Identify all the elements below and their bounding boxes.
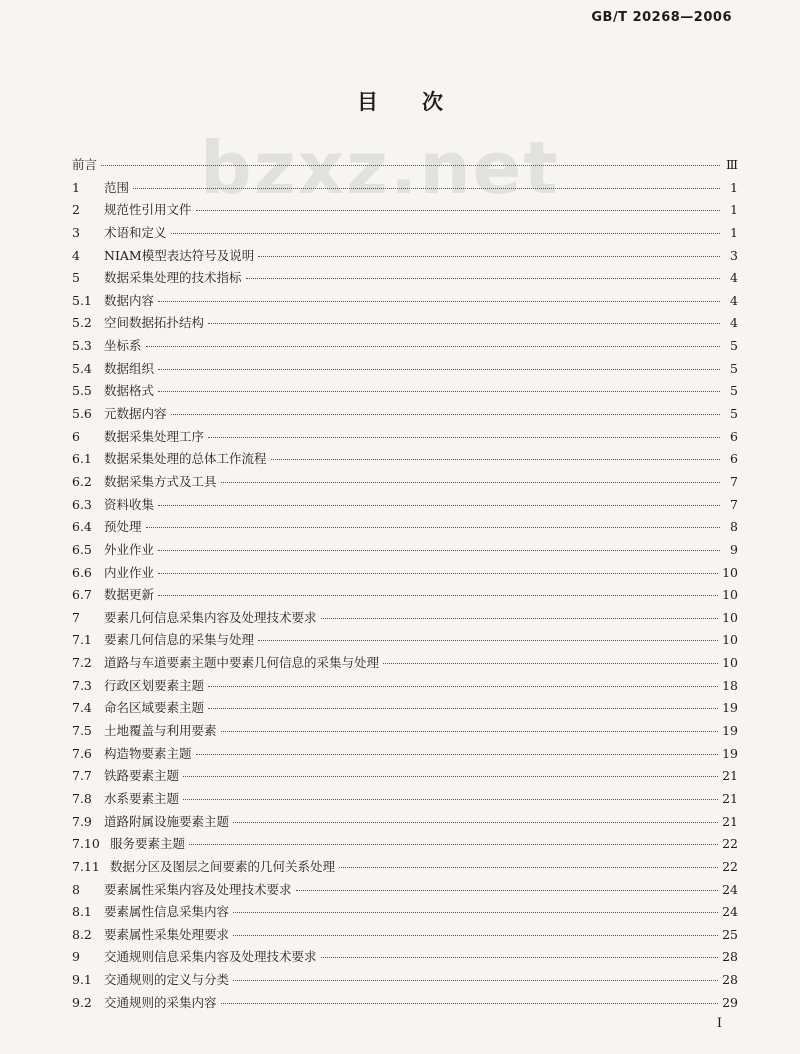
- toc-entry[interactable]: [72, 268, 738, 291]
- toc-entry-title: 要素属性采集处理要求: [104, 926, 230, 942]
- toc-leader-dots: [189, 844, 718, 845]
- toc-leader-dots: [146, 527, 720, 528]
- toc-entry-number: 7.7: [72, 768, 92, 784]
- toc-entry-page: 7: [730, 496, 738, 512]
- toc-entry[interactable]: [72, 925, 738, 948]
- toc-entry-title: 前言: [72, 157, 98, 172]
- toc-leader-dots: [233, 912, 718, 913]
- toc-entry-number: 6.4: [72, 519, 92, 535]
- toc-leader-dots: [258, 640, 718, 641]
- toc-entry[interactable]: [72, 834, 738, 857]
- toc-entry[interactable]: [72, 178, 738, 201]
- toc-entry-title: 规范性引用文件: [104, 202, 192, 218]
- toc-entry-number: 8.2: [72, 926, 92, 942]
- toc-entry-title: 铁路要素主题: [104, 768, 180, 784]
- toc-entry-page: 25: [722, 926, 738, 942]
- toc-leader-dots: [208, 686, 718, 687]
- toc-entry[interactable]: [72, 947, 738, 970]
- toc-entry[interactable]: [72, 427, 738, 450]
- toc-entry-number: 6.1: [72, 451, 92, 467]
- toc-leader-dots: [221, 1003, 719, 1004]
- toc-leader-dots: [321, 957, 719, 958]
- toc-leader-dots: [183, 776, 718, 777]
- toc-entry-title: 数据格式: [104, 383, 155, 399]
- toc-entry-title: 交通规则的采集内容: [104, 994, 217, 1010]
- toc-entry[interactable]: [72, 721, 738, 744]
- toc-leader-dots: [221, 482, 720, 483]
- toc-entry-title: 数据采集处理的总体工作流程: [104, 451, 267, 467]
- toc-entry-title: NIAM模型表达符号及说明: [104, 247, 255, 263]
- toc-leader-dots: [233, 822, 718, 823]
- toc-entry[interactable]: [72, 381, 738, 404]
- toc-leader-dots: [271, 459, 720, 460]
- toc-entry[interactable]: [72, 608, 738, 631]
- toc-entry-number: 7.2: [72, 655, 92, 671]
- toc-entry-number: 5.2: [72, 315, 92, 331]
- toc-entry-number: 5: [72, 270, 80, 286]
- toc-entry[interactable]: [72, 246, 738, 269]
- toc-entry-page: 10: [722, 564, 738, 580]
- toc-entry-page: 4: [730, 315, 738, 331]
- toc-entry-page: 6: [730, 451, 738, 467]
- toc-entry-number: 6.3: [72, 496, 92, 512]
- toc-leader-dots: [233, 935, 718, 936]
- toc-entry[interactable]: [72, 155, 738, 178]
- toc-entry-page: 1: [730, 179, 738, 195]
- toc-entry-page: 21: [722, 790, 738, 806]
- toc-leader-dots: [296, 890, 719, 891]
- toc-leader-dots: [171, 414, 720, 415]
- toc-entry[interactable]: [72, 857, 738, 880]
- toc-entry-number: 7.11: [72, 858, 100, 874]
- toc-entry[interactable]: [72, 812, 738, 835]
- toc-entry-title: 数据采集处理的技术指标: [104, 270, 242, 286]
- toc-entry-title: 要素几何信息的采集与处理: [104, 632, 255, 648]
- toc-entry[interactable]: [72, 766, 738, 789]
- toc-entry-number: 2: [72, 202, 80, 218]
- toc-leader-dots: [183, 799, 718, 800]
- toc-entry-page: 18: [722, 677, 738, 693]
- toc-entry-title: 空间数据拓扑结构: [104, 315, 205, 331]
- toc-leader-dots: [158, 550, 720, 551]
- toc-leader-dots: [246, 278, 720, 279]
- toc-entry-title: 数据内容: [104, 292, 155, 308]
- toc-entry-page: 1: [730, 202, 738, 218]
- toc-entry-page: 5: [730, 383, 738, 399]
- toc-entry-number: 5.6: [72, 406, 92, 422]
- toc-entry-title: 元数据内容: [104, 406, 167, 422]
- toc-entry-title: 要素属性采集内容及处理技术要求: [104, 881, 292, 897]
- toc-entry-number: 6.6: [72, 564, 92, 580]
- toc-entry[interactable]: [72, 517, 738, 540]
- toc-entry-title: 要素几何信息采集内容及处理技术要求: [104, 609, 317, 625]
- toc-entry-title: 内业作业: [104, 564, 155, 580]
- page-number: I: [716, 1016, 722, 1031]
- toc-leader-dots: [233, 980, 718, 981]
- toc-leader-dots: [208, 323, 720, 324]
- toc-entry-title: 范围: [104, 179, 130, 195]
- toc-entry[interactable]: [72, 404, 738, 427]
- toc-entry-title: 交通规则的定义与分类: [104, 972, 230, 988]
- toc-entry-title: 术语和定义: [104, 224, 167, 240]
- toc-entry[interactable]: [72, 993, 738, 1016]
- toc-entry[interactable]: [72, 313, 738, 336]
- toc-entry-title: 行政区划要素主题: [104, 677, 205, 693]
- toc-entry-number: 5.1: [72, 292, 92, 308]
- toc-leader-dots: [196, 210, 720, 211]
- toc-entry-title: 数据分区及图层之间要素的几何关系处理: [110, 858, 336, 874]
- toc-leader-dots: [158, 595, 718, 596]
- toc-entry-number: 4: [72, 247, 80, 263]
- standard-number: GB/T 20268—2006: [591, 10, 732, 25]
- toc-entry-page: 22: [722, 858, 738, 874]
- toc-entry-number: 5.4: [72, 360, 92, 376]
- toc-entry-page: 19: [722, 745, 738, 761]
- toc-entry-number: 7.3: [72, 677, 92, 693]
- watermark: bzxz.net: [200, 126, 560, 210]
- toc-entry[interactable]: [72, 653, 738, 676]
- toc-entry-number: 7.1: [72, 632, 92, 648]
- toc-entry-page: 4: [730, 270, 738, 286]
- toc-entry-page: 3: [730, 247, 738, 263]
- toc-entry-page: 28: [722, 972, 738, 988]
- toc-entry-number: 6.5: [72, 541, 92, 557]
- toc-entry-title: 土地覆盖与利用要素: [104, 723, 217, 739]
- toc-leader-dots: [208, 708, 718, 709]
- toc-entry[interactable]: [72, 200, 738, 223]
- toc-entry-title: 服务要素主题: [110, 836, 186, 852]
- toc-entry-number: 1: [72, 179, 80, 195]
- toc-entry[interactable]: [72, 880, 738, 903]
- toc-entry[interactable]: [72, 359, 738, 382]
- toc-entry-page: 9: [730, 541, 738, 557]
- toc-entry-page: 29: [722, 994, 738, 1010]
- toc-entry-number: 5.3: [72, 338, 92, 354]
- toc-entry-page: 22: [722, 836, 738, 852]
- toc-entry-title: 资料收集: [104, 496, 155, 512]
- toc-entry-page: Ⅲ: [725, 157, 738, 172]
- toc-entry-title: 构造物要素主题: [104, 745, 192, 761]
- toc-entry[interactable]: [72, 449, 738, 472]
- toc-leader-dots: [133, 188, 720, 189]
- toc-entry[interactable]: [72, 336, 738, 359]
- page-title: 目次: [357, 89, 487, 114]
- toc-entry-page: 6: [730, 428, 738, 444]
- toc-entry-page: 5: [730, 360, 738, 376]
- toc-entry-number: 7: [72, 609, 80, 625]
- toc-entry-page: 4: [730, 292, 738, 308]
- toc-entry-number: 6.7: [72, 587, 92, 603]
- toc-entry-page: 7: [730, 473, 738, 489]
- toc-entry-page: 10: [722, 655, 738, 671]
- toc-leader-dots: [158, 573, 718, 574]
- toc-leader-dots: [221, 731, 719, 732]
- toc-entry-number: 5.5: [72, 383, 92, 399]
- toc-leader-dots: [158, 391, 720, 392]
- toc-entry-page: 10: [722, 632, 738, 648]
- toc-entry-title: 道路与车道要素主题中要素几何信息的采集与处理: [104, 655, 380, 671]
- toc-entry-title: 要素属性信息采集内容: [104, 904, 230, 920]
- toc-entry-title: 命名区域要素主题: [104, 700, 205, 716]
- toc-entry-number: 7.5: [72, 723, 92, 739]
- toc-entry-title: 坐标系: [104, 338, 142, 354]
- toc-entry-page: 5: [730, 406, 738, 422]
- toc-entry-page: 10: [722, 587, 738, 603]
- toc-entry-page: 24: [722, 881, 738, 897]
- toc-entry-number: 7.9: [72, 813, 92, 829]
- toc-entry-page: 28: [722, 949, 738, 965]
- toc-entry[interactable]: [72, 902, 738, 925]
- toc-entry-number: 3: [72, 224, 80, 240]
- toc-entry[interactable]: [72, 291, 738, 314]
- toc-entry-number: 8: [72, 881, 80, 897]
- toc-leader-dots: [339, 867, 718, 868]
- toc-entry-page: 8: [730, 519, 738, 535]
- toc-leader-dots: [158, 505, 720, 506]
- toc-entry-number: 6.2: [72, 473, 92, 489]
- toc-entry[interactable]: [72, 789, 738, 812]
- toc-entry-title: 外业作业: [104, 541, 155, 557]
- toc-entry-title: 交通规则信息采集内容及处理技术要求: [104, 949, 317, 965]
- toc-entry[interactable]: [72, 630, 738, 653]
- toc-entry[interactable]: [72, 744, 738, 767]
- toc-entry[interactable]: [72, 676, 738, 699]
- toc-entry-title: 道路附属设施要素主题: [104, 813, 230, 829]
- toc-leader-dots: [146, 346, 720, 347]
- toc-entry-title: 数据采集处理工序: [104, 428, 205, 444]
- toc-entry-title: 预处理: [104, 519, 142, 535]
- toc-entry[interactable]: [72, 472, 738, 495]
- toc-entry-title: 数据更新: [104, 587, 155, 603]
- toc-entry-page: 5: [730, 338, 738, 354]
- toc-entry[interactable]: [72, 698, 738, 721]
- toc-leader-dots: [101, 165, 720, 166]
- toc-leader-dots: [383, 663, 718, 664]
- toc-entry[interactable]: [72, 970, 738, 993]
- toc-entry[interactable]: [72, 540, 738, 563]
- toc-entry-page: 21: [722, 813, 738, 829]
- toc-leader-dots: [158, 369, 720, 370]
- table-of-contents: [72, 155, 738, 1015]
- toc-leader-dots: [321, 618, 719, 619]
- toc-entry-page: 19: [722, 700, 738, 716]
- toc-entry-page: 1: [730, 224, 738, 240]
- toc-entry[interactable]: [72, 223, 738, 246]
- toc-leader-dots: [196, 754, 719, 755]
- toc-entry-number: 7.10: [72, 836, 100, 852]
- toc-entry-page: 10: [722, 609, 738, 625]
- toc-entry-number: 7.4: [72, 700, 92, 716]
- toc-leader-dots: [171, 233, 720, 234]
- toc-entry-number: 8.1: [72, 904, 92, 920]
- toc-entry[interactable]: [72, 585, 738, 608]
- toc-entry-page: 24: [722, 904, 738, 920]
- toc-entry-number: 7.8: [72, 790, 92, 806]
- toc-entry-number: 9: [72, 949, 80, 965]
- toc-entry-number: 7.6: [72, 745, 92, 761]
- toc-leader-dots: [258, 256, 720, 257]
- toc-leader-dots: [158, 301, 720, 302]
- toc-entry-number: 9.1: [72, 972, 92, 988]
- toc-entry-number: 6: [72, 428, 80, 444]
- toc-entry[interactable]: [72, 495, 738, 518]
- toc-entry-title: 数据采集方式及工具: [104, 473, 217, 489]
- toc-leader-dots: [208, 437, 720, 438]
- toc-entry-number: 9.2: [72, 994, 92, 1010]
- toc-entry-title: 水系要素主题: [104, 790, 180, 806]
- toc-entry-page: 19: [722, 723, 738, 739]
- toc-entry[interactable]: [72, 563, 738, 586]
- toc-entry-title: 数据组织: [104, 360, 155, 376]
- toc-entry-page: 21: [722, 768, 738, 784]
